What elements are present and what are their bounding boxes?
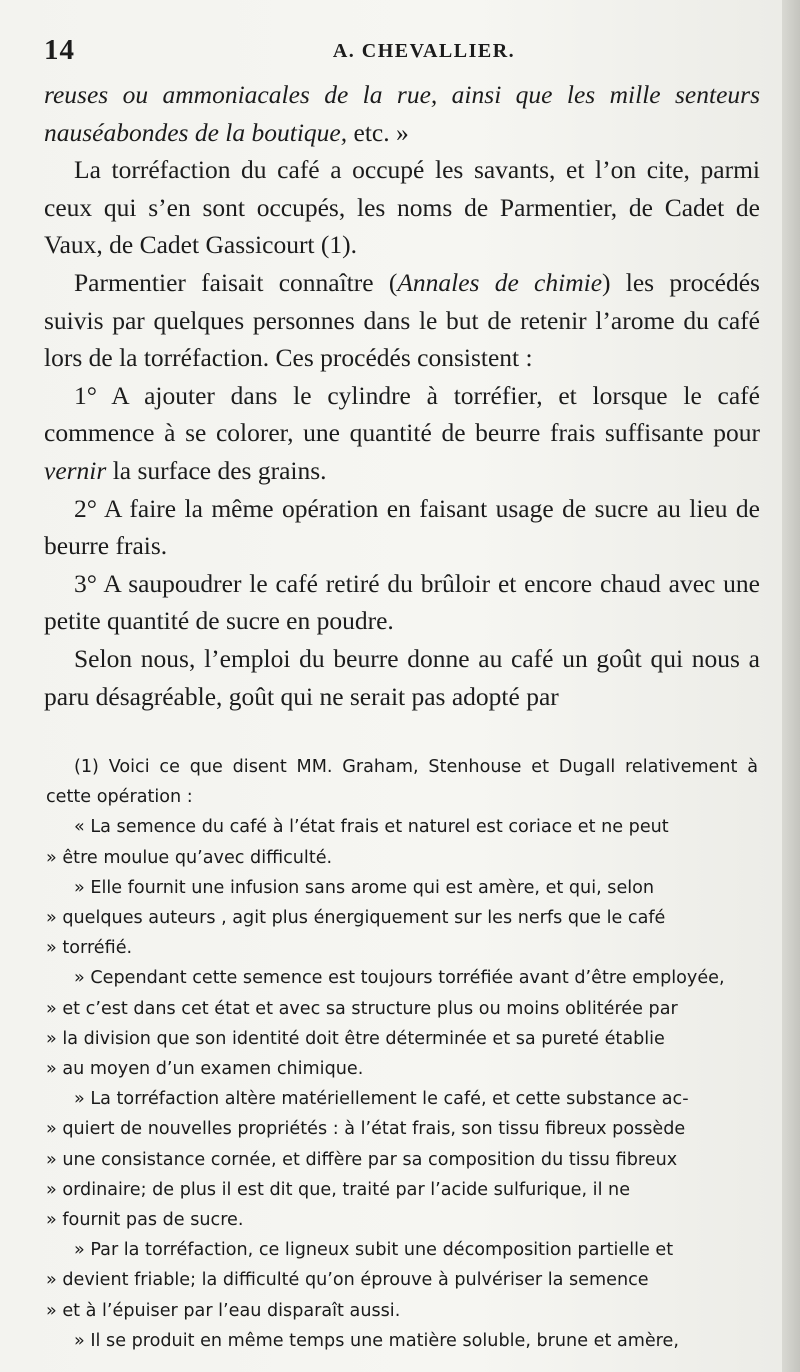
text-run: 1° A ajouter dans le cylindre à torréfier, et lorsque le café commence à se colorer, une quantité de beurre frais suffisante pour — [44, 380, 760, 448]
footnote-1: (1) Voici ce que disent MM. Graham, Stenhouse et Dugall relativement à cette opération : — [46, 757, 758, 808]
quote-line: » quiert de nouvelles propriétés : à l’état frais, son tissu fibreux possède — [46, 1119, 686, 1140]
quote-line: » la division que son identité doit être déterminée et sa pureté établie — [46, 1028, 665, 1049]
text-run: la surface des grains. — [106, 455, 327, 485]
quote-line: » Par la torréfaction, ce ligneux subit une décomposition partielle et — [74, 1240, 674, 1261]
quote-line: » quelques auteurs , agit plus énergiquement sur les nerfs que le café — [46, 908, 666, 929]
quote-line: » ordinaire; de plus il est dit que, traité par l’acide sulfurique, il ne — [46, 1179, 631, 1200]
paragraph-parmentier — [44, 264, 760, 377]
paragraph-selon-nous: Selon nous, l’emploi du beurre donne au café un goût qui nous a paru désagréable, goût qui ne serait pas adopté par — [44, 643, 760, 711]
footnotes — [46, 752, 758, 1356]
main-text — [44, 76, 760, 715]
italic-text: vernir — [44, 455, 107, 485]
footnote-quote-3 — [46, 963, 758, 1084]
quote-line: » La torréfaction altère matériellement le café, et cette substance ac- — [74, 1089, 689, 1110]
procedure-2: 2° A faire la même opération en faisant usage de sucre au lieu de beurre frais. — [44, 493, 760, 561]
quote-line: » Elle fournit une infusion sans arome qui est amère, et qui, selon — [74, 877, 655, 898]
quote-line: » Cependant cette semence est toujours torréfiée avant d’être employée, — [74, 968, 725, 989]
paragraph-torrefaction: La torréfaction du café a occupé les savants, et l’on cite, parmi ceux qui s’en sont occupés, les noms de Parmentier, de Cadet de Vaux, de Cadet Gassicourt (1). — [44, 155, 760, 260]
paragraph-continuation — [44, 76, 760, 151]
footnote-quote-2 — [46, 873, 758, 964]
quote-line: « La semence du café à l’état frais et naturel est coriace et ne peut — [74, 817, 669, 838]
text-run: Parmentier faisait connaître ( — [74, 267, 398, 297]
page-number: 14 — [44, 34, 75, 66]
procedure-1 — [44, 377, 760, 490]
quote-line: » une consistance cornée, et diffère par sa composition du tissu fibreux — [46, 1149, 678, 1170]
quote-line: » et à l’épuiser par l’eau disparaît aussi. — [46, 1300, 401, 1321]
running-head: A. CHEVALLIER. — [332, 40, 516, 62]
footnote-quote-6 — [46, 1326, 758, 1356]
quote-line: » Il se produit en même temps une matière soluble, brune et amère, — [74, 1330, 679, 1351]
quote-line: » être moulue qu’avec difficulté. — [46, 847, 333, 868]
quote-line: » et c’est dans cet état et avec sa structure plus ou moins oblitérée par — [46, 998, 678, 1019]
quote-line: » fournit pas de sucre. — [46, 1210, 244, 1231]
italic-citation: Annales de chimie — [397, 267, 603, 297]
quote-line: » devient friable; la difficulté qu’on éprouve à pulvériser la semence — [46, 1270, 649, 1291]
text-run: etc. » — [347, 117, 409, 147]
italic-text: reuses ou ammoniacales de la rue, ainsi que les mille senteurs nauséabondes de la boutique, — [44, 80, 760, 147]
text-run: ) les procédés suivis par quelques personnes dans le but de retenir l’arome du café lors de la torréfaction. Ces procédés consistent : — [44, 267, 760, 373]
procedure-3: 3° A saupoudrer le café retiré du brûloir et encore chaud avec une petite quantité de sucre en poudre. — [44, 568, 760, 636]
page-header — [44, 30, 764, 70]
footnote-quote-4 — [46, 1084, 758, 1235]
footnote-quote-5 — [46, 1235, 758, 1326]
quote-line: » au moyen d’un examen chimique. — [46, 1059, 364, 1080]
footnote-quote-1 — [46, 812, 758, 872]
quote-line: » torréfié. — [46, 938, 133, 959]
page-edge — [782, 0, 800, 1372]
